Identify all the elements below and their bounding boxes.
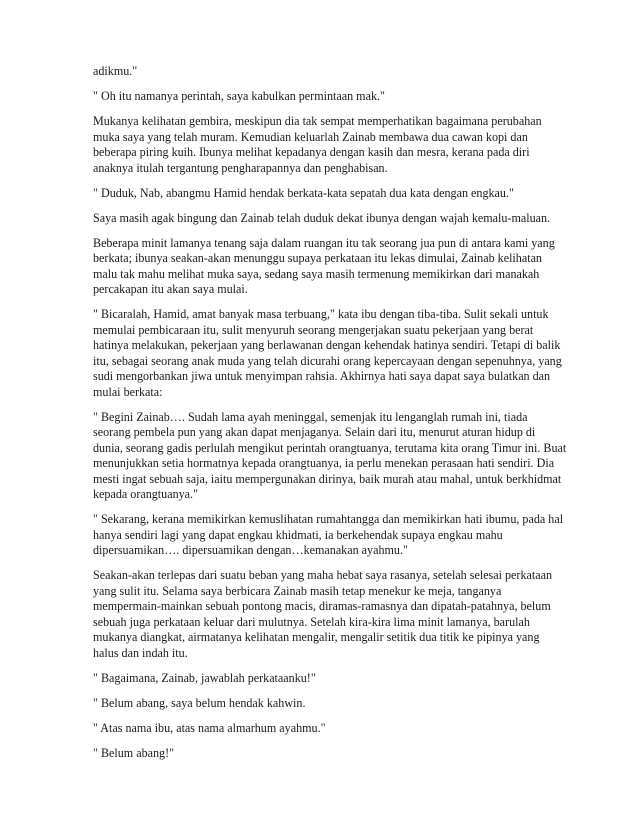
text-line: menunjukkan setia hormatnya kepada orangtuanya, ia perlu menekan perasaan hati sendiri. Dia [93, 456, 555, 470]
text-line: hanya sendiri lagi yang dapat engkau khidmati, ia berkehendak supaya engkau mahu [93, 527, 503, 542]
paragraph [93, 186, 549, 202]
text-line: " Bicaralah, Hamid, amat banyak masa terbuang," kata ibu dengan tiba-tiba. Sulit sekali untuk [93, 307, 549, 321]
text-line: anaknya itulah tergantung pengharapannya dan penghabisan. [93, 160, 388, 175]
text-line: Mukanya kelihatan gembira, meskipun dia tak sempat memperhatikan bagaimana perubahan [93, 114, 542, 128]
paragraph [93, 211, 549, 227]
paragraph [93, 696, 549, 712]
text-line: Saya masih agak bingung dan Zainab telah duduk dekat ibunya dengan wajah kemalu-maluan. [93, 210, 551, 225]
paragraph [93, 307, 562, 400]
paragraph [93, 89, 549, 105]
text-line: " Begini Zainab…. Sudah lama ayah meninggal, semenjak itu lenganglah rumah ini, tiada [93, 409, 528, 424]
text-line: " Bagaimana, Zainab, jawablah perkataanku!" [93, 670, 316, 685]
paragraph [93, 512, 564, 559]
text-line: " Atas nama ibu, atas nama almarhum ayahmu." [93, 720, 326, 735]
text-line: dipersuamikan…. dipersuamikan dengan…kemanakan ayahmu." [93, 543, 408, 557]
paragraph [93, 114, 549, 176]
text-line: yang sulit itu. Selama saya berbicara Zainab masih tetap menekur ke meja, tanganya [93, 583, 502, 598]
text-line: memulai pembicaraan itu, sulit menyuruh seorang mengerjakan suatu pekerjaan yang berat [93, 322, 534, 337]
text-line: mukanya diangkat, airmatanya kelihatan mengalir, mengalir setitik dua titik ke pipinya yang [93, 630, 540, 644]
paragraph [93, 721, 549, 737]
text-line: malu tak mahu melihat muka saya, sedang saya masih termenung memikirkan dari manakah [93, 266, 540, 281]
text-line: mulai berkata: [93, 384, 163, 399]
text-line: " Oh itu namanya perintah, saya kabulkan permintaan mak." [93, 89, 385, 103]
text-line: hatinya melakukan, pekerjaan yang berlawanan dengan kehendak hatinya sendiri. Tetapi di balik [93, 338, 561, 352]
text-line: adikmu." [93, 64, 138, 78]
text-line: percakapan itu akan saya mulai. [93, 282, 248, 296]
text-line: " Duduk, Nab, abangmu Hamid hendak berkata-kata sepatah dua kata dengan engkau." [93, 185, 514, 200]
text-line: mempermain-mainkan sebuah pontong macis, diramas-ramasnya dan dipatah-patahnya, belum [93, 599, 551, 613]
text-line: berkata; ibunya seakan-akan menunggu supaya perkataan itu lekas dimulai, Zainab kelihatan [93, 251, 542, 265]
paragraph [93, 64, 549, 80]
text-line: mesti ingat sebuah saja, iaitu mempergunakan dirinya, baik murah atau mahal, untuk berkhidmat [93, 471, 562, 486]
paragraph [93, 746, 549, 762]
text-line: sebuah juga perkataan keluar dari mulutnya. Setelah kira-kira lima minit lamanya, barulah [93, 614, 530, 629]
text-line: seorang pembela pun yang akan dapat menjaganya. Selain dari itu, menurut aturan hidup di [93, 425, 536, 439]
paragraph [93, 409, 567, 503]
paragraph [93, 671, 549, 687]
document-body [93, 64, 567, 771]
text-line: sudi mengorbankan jiwa untuk menyimpan rahsia. Akhirnya hati saya dapat saya bulatkan dan [93, 369, 551, 383]
text-line: " Belum abang!" [93, 745, 175, 760]
text-line: kepada orangtuanya." [93, 487, 198, 501]
text-line: beberapa piring kuih. Ibunya melihat kepadanya dengan kasih dan mesra, kerana pada diri [93, 145, 530, 159]
text-line: Beberapa minit lamanya tenang saja dalam ruangan itu tak seorang jua pun di antara kami yang [93, 235, 555, 250]
text-line: dunia, seorang gadis perlulah mengikut perintah orangtuanya, terutama kita orang Timur ini. Buat [93, 440, 567, 455]
text-line: itu, sebagai seorang anak muda yang telah dicurahi orang kepercayaan dengan sepenuhnya, yang [93, 353, 562, 368]
text-line: " Sekarang, kerana memikirkan kemuslihatan rumahtangga dan memikirkan hati ibumu, pada hal [93, 512, 564, 526]
text-line: muka saya yang telah muram. Kemudian keluarlah Zainab membawa dua cawan kopi dan [93, 129, 528, 144]
text-line: " Belum abang, saya belum hendak kahwin. [93, 695, 306, 710]
text-line: halus dan indah itu. [93, 645, 188, 660]
paragraph [93, 235, 555, 298]
paragraph [93, 568, 553, 661]
text-line: Seakan-akan terlepas dari suatu beban yang maha hebat saya rasanya, setelah selesai perkataan [93, 568, 553, 582]
